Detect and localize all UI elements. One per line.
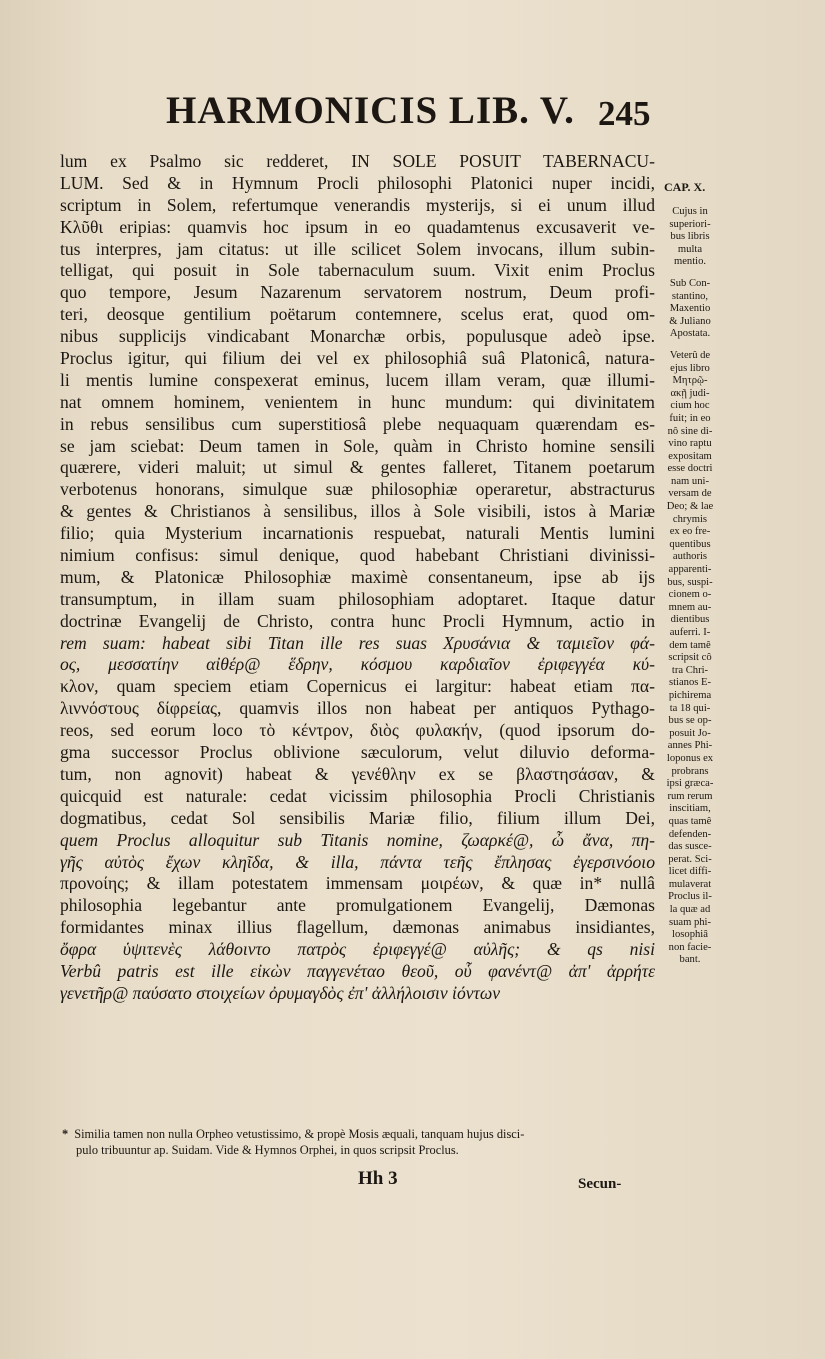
sidenote-line: Deo; & lae [666,501,714,513]
text-line: li mentis lumine conspexerat eminus, lucem illam veram, quæ illumi- [60,369,655,390]
sidenote-line: loponus ex [666,752,714,764]
sidenote-line: bus se op- [668,715,712,727]
sidenote-line: licet diffi- [668,866,712,878]
sidenote-line: tra Chri- [671,664,709,676]
sidenote [651,350,729,967]
text-line: tus interpres, jam citatus: ut ille scilicet Solem invocans, illum subin- [60,238,655,259]
text-line: dogmatibus, cedat Sol sensibilis Mariæ filio, filium illum Dei, [60,807,655,828]
text-line: quo tempore, Jesum Nazarenum servatorem nostrum, Deum profi- [60,282,655,303]
sidenote-line: non facie- [668,941,712,953]
sidenote [651,278,729,341]
sidenote-line: mnem au- [668,601,712,613]
footnote-marker: * [62,1127,69,1141]
text-line: doctrinæ Evangelij de Christo, contra hunc Procli Hymnum, actio in [60,610,655,631]
sidenote-line: fuit; in eo [669,412,711,424]
text-line: ος, μεσσατίην αἰθέρ@ ἕδρην, κόσμου καρδιαῖον ἐριφεγγέα κύ- [60,654,655,675]
sidenote-line: ejus libro [670,362,710,374]
sidenote-line: Proclus il- [668,891,712,903]
sidenote-line: posuit Jo- [669,727,711,739]
sidenote-line: ta 18 qui- [669,702,711,714]
sidenote-line: suam phi- [668,916,712,928]
text-line: & gentes & Christianos à sensilibus, illos à Sole visibili, istos à Mariæ [60,501,655,522]
text-line: quem Proclus alloquitur sub Titanis nomine, ζωαρκέ@, ὦ ἄνα, πη- [60,829,655,850]
sidenote-line: chrymis [672,513,708,525]
sidenote-line: inscitiam, [669,803,711,815]
sidenote-line: mulaverat [668,878,712,890]
sidenote-line: mentio. [673,256,707,268]
text-line: se jam sciebat: Deum tamen in Sole, quàm in Christo homine sensili [60,435,655,456]
sidenote-line: vino raptu [668,438,712,450]
footnote-line-2: pulo tribuuntur ap. Suidam. Vide & Hymnos Orphei, in quos scripsit Proclus. [76,1143,459,1157]
text-line: Proclus igitur, qui filium dei vel ex philosophiâ suâ Platonicâ, natura- [60,348,655,369]
sidenote-line: superiori- [669,218,711,230]
text-line: rem suam: habeat sibi Titan ille res suas Χρυσάνια & ταμιεῖον φά- [60,632,655,653]
text-line: προνοίης; & illam potestatem immensam μοιρέων, & quæ in* nullâ [60,873,655,894]
text-line: λιννόστους δίφρείας, quamvis illos non habeat per antiquos Pythago- [60,698,655,719]
sidenote-line: la quæ ad [669,904,711,916]
sidenote-line: apparenti- [668,564,712,576]
text-line: Verbû patris est ille εἰκὼν παγγενέταο θεοῦ, οὗ φανέντ@ ἀπ' ἀρρήτε [60,960,655,981]
sidenote-line: dem tamê [669,639,711,651]
text-line: transumptum, in illam suam philosophiam adoptaret. Itaque datur [60,588,655,609]
sidenote-line: expositam [668,450,712,462]
text-line: in rebus sensilibus cum superstitiosâ plebe nequaquam quærendam es- [60,413,655,434]
sidenote-line: nam uni- [671,475,709,487]
sidenote-line: & Juliano [669,315,711,327]
text-line: gma successor Proclus oblivione sæculorum, velut diluvio deforma- [60,742,655,763]
sidenote-line: Cujus in [672,206,708,217]
sidenote-line: versam de [668,488,712,500]
sidenote-line: Maxentio [669,303,711,315]
sidenote-line: authoris [672,551,708,563]
sidenote-line: auferri. I- [669,627,711,638]
sidenote-line: cium hoc [670,400,710,412]
sidenote-line: quas tamê [668,815,712,827]
sidenote-line: multa [677,243,703,255]
sidenote-line: annes Phi- [667,740,713,752]
sidenote-line: ακῇ judi- [670,387,710,399]
sidenote-line: esse doctri [667,463,713,475]
sidenote-line: pichirema [668,689,712,701]
chapter-label: CAP. X. [664,180,706,194]
text-line: philosophia legebantur ante promulgationem Evangelij, Dæmonas [60,895,655,916]
text-line: verbotenus honorans, simulque suæ philosophiæ operaretur, abstracturus [60,479,655,500]
sidenote-line: dientibus [670,614,710,626]
text-line: quærere, videri maluit; ut simul & gentes falleret, Titanem poetarum [60,457,655,478]
sidenote-line: ipsi græca- [666,778,714,790]
sidenote-line: bus, suspi- [667,576,713,588]
sidenote-line: probrans [671,765,709,777]
sidenote-line: bus libris [670,231,710,243]
text-line: κλον, quam speciem etiam Copernicus ei largitur: habeat etiam πα- [60,676,655,697]
sidenote-line: perat. Sci- [668,853,712,865]
sidenote-line: stianos E- [668,677,712,689]
page-number: 245 [598,94,651,133]
sidenote-line: cionem o- [668,589,712,601]
sidenote-line: ex eo fre- [669,526,711,538]
sidenote-line: Apostata. [669,328,711,340]
sidenote-line: scripsit cô [668,652,712,664]
page-header [0,88,825,148]
text-line: lum ex Psalmo sic redderet, IN SOLE POSUIT TABERNACU- [60,151,655,171]
sidenote-line: Μητρῷ- [672,375,708,387]
sidenote-line: losophiâ [672,929,708,941]
main-text-block [60,151,655,1005]
text-line: tum, non agnovit) habeat & γενέθλην ex se βλαστησάσαν, & [60,763,655,784]
text-line: γενετῆρ@ παύσατο στοιχείων ὀρυμαγδὸς ἐπ' ἀλλήλοισιν ἰόντων [60,982,501,1003]
sidenote-line: defenden- [668,828,712,840]
text-line: nimium confisus: simul denique, quod habebant Christiani divinissi- [60,545,655,566]
footnote-text-1: Similia tamen non nulla Orpheo vetustissimo, & propè Mosis æquali, tanquam hujus disci- [74,1127,525,1141]
running-head: HARMONICIS LIB. V. [166,89,575,132]
text-line: nat omnem hominem, venientem in hunc mundum: qui divinitatem [60,391,655,412]
text-line: formidantes minax illius flagellum, dæmonas animabus insidiantes, [60,917,655,938]
text-line: quicquid est naturale: cedat vicissim philosophia Procli Christianis [60,785,655,806]
sidenote-line: nô sine di- [667,425,713,437]
sidenote-line: stantino, [671,290,709,302]
sidenote-line: quentibus [669,538,711,550]
text-line: nibus supplicijs vindicabant Monarchæ orbis, populusque adeò ipse. [60,326,655,347]
sidenote-line: bant. [679,954,701,966]
footnote-line-1 [62,1126,652,1142]
text-line: filio; quia Mysterium incarnationis respuebat, naturali Mentis lumini [60,523,655,544]
text-line: reos, sed eorum loco τὸ κέντρον, διὸς φυλακήν, (quod ipsorum do- [60,720,655,741]
catchword: Secun- [578,1176,622,1192]
sidenote [651,206,729,269]
text-line: scriptum in Solem, refertumque venerandis mysterijs, si ei unum illud [60,194,655,215]
footnote [62,1126,652,1158]
text-line: ὄφρα ὑψιτενὲς λάθοιντο πατρὸς ἐριφεγγέ@ αὐλῆς; & qs nisi [60,939,655,960]
sidenote-line: rum rerum [667,790,713,802]
text-line: telligat, qui posuit in Sole tabernaculum suum. Vixit enim Proclus [60,260,655,281]
text-line: Κλῦθι eripias: quamvis hoc ipsum in eo quadamtenus excusaverit ve- [60,216,655,237]
signature-mark: Hh 3 [358,1168,398,1189]
marginal-notes [651,178,729,976]
sidenote-line: das susce- [668,841,712,853]
text-line: mum, & Platonicæ Philosophiæ maximè consentaneum, ipse ab ijs [60,566,655,587]
text-line: teri, deosque gentilium poëtarum contemnere, scelus erat, quod om- [60,304,655,325]
text-line: LUM. Sed & in Hymnum Procli philosophi Platonici nuper incidi, [60,172,655,193]
sidenote-line: Veterû de [669,349,711,361]
sidenote-line: Sub Con- [669,277,711,289]
text-line: γῆς αὐτὸς ἔχων κληῖδα, & illa, πάντα τεῆς ἔπλησας ἐγερσινόοιο [60,851,655,872]
